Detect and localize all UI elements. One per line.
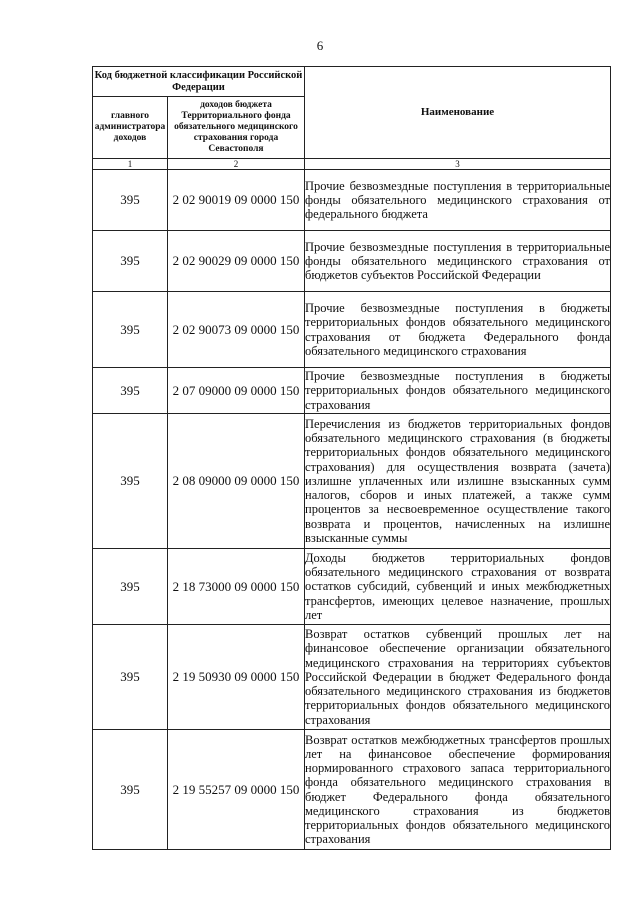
income-code-cell: 2 02 90073 09 0000 150 [168, 292, 305, 368]
column-number-3: 3 [305, 159, 611, 170]
table-row [93, 730, 611, 850]
name-cell: Возврат остатков субвенций прошлых лет на финансовое обеспечение организации обязательного медицинского страхования на территориях субъектов Российской Федерации в бюджет Федерального фонда обязательного медицинского страхования из бюджетов территориальных фондов обязательного медицинского страхования [305, 625, 611, 730]
admin-code-cell: 395 [93, 625, 168, 730]
header-group-title: Код бюджетной классификации Российской Федерации [93, 67, 305, 97]
admin-code-cell: 395 [93, 292, 168, 368]
name-cell: Прочие безвозмездные поступления в бюджеты территориальных фондов обязательного медицинского страхования от бюджета Федерального фонда обязательного медицинского страхования [305, 292, 611, 368]
table-row [93, 231, 611, 292]
column-number-1: 1 [93, 159, 168, 170]
table-row [93, 414, 611, 549]
income-code-cell: 2 02 90029 09 0000 150 [168, 231, 305, 292]
admin-code-cell: 395 [93, 414, 168, 549]
name-cell: Прочие безвозмездные поступления в бюджеты территориальных фондов обязательного медицинского страхования [305, 369, 610, 412]
admin-code-cell: 395 [93, 170, 168, 231]
name-cell: Возврат остатков межбюджетных трансфертов прошлых лет на финансовое обеспечение формирования нормированного страхового запаса территориального фонда обязательного медицинского страхования в бюджет Федерального фонда обязательного медицинского страхования из бюджетов территориальных фондов обязательного медицинского страхования [305, 730, 611, 850]
header-admin: главного администратора доходов [93, 97, 168, 159]
income-code-cell: 2 18 73000 09 0000 150 [168, 549, 305, 625]
table-row [93, 368, 611, 414]
name-cell: Перечисления из бюджетов территориальных фондов обязательного медицинского страхования (в бюджеты территориальных фондов обязательного медицинского страхования) для осуществления возврата (зачета) излишне уплаченных или излишне взысканных сумм налогов, сборов и иных платежей, а также сумм процентов за несвоевременное осуществление такого возврата и процентов, начисленных на излишне взысканные суммы [305, 414, 611, 549]
name-cell: Доходы бюджетов территориальных фондов обязательного медицинского страхования от возврата остатков субсидий, субвенций и иных межбюджетных трансфертов, имеющих целевое назначение, прошлых лет [305, 549, 611, 625]
header-income: доходов бюджета Территориального фонда обязательного медицинского страхования города Севастополя [168, 97, 305, 159]
name-cell: Прочие безвозмездные поступления в территориальные фонды обязательного медицинского страхования от федерального бюджета [305, 170, 611, 231]
income-code-cell: 2 07 09000 09 0000 150 [168, 368, 305, 414]
admin-code-cell: 395 [93, 549, 168, 625]
admin-code-cell: 395 [93, 368, 168, 414]
table-row [93, 292, 611, 368]
income-code-cell: 2 02 90019 09 0000 150 [168, 170, 305, 231]
table-row [93, 549, 611, 625]
income-code-cell: 2 19 50930 09 0000 150 [168, 625, 305, 730]
admin-code-cell: 395 [93, 730, 168, 850]
income-code-cell: 2 19 55257 09 0000 150 [168, 730, 305, 850]
name-cell: Прочие безвозмездные поступления в территориальные фонды обязательного медицинского страхования от бюджетов субъектов Российской Федерации [305, 231, 611, 292]
header-name: Наименование [305, 67, 611, 159]
income-code-cell: 2 08 09000 09 0000 150 [168, 414, 305, 549]
page-number: 6 [316, 38, 324, 53]
budget-classification-table [92, 66, 611, 850]
column-number-2: 2 [168, 159, 305, 170]
table-row [93, 170, 611, 231]
admin-code-cell: 395 [93, 231, 168, 292]
table-row [93, 625, 611, 730]
